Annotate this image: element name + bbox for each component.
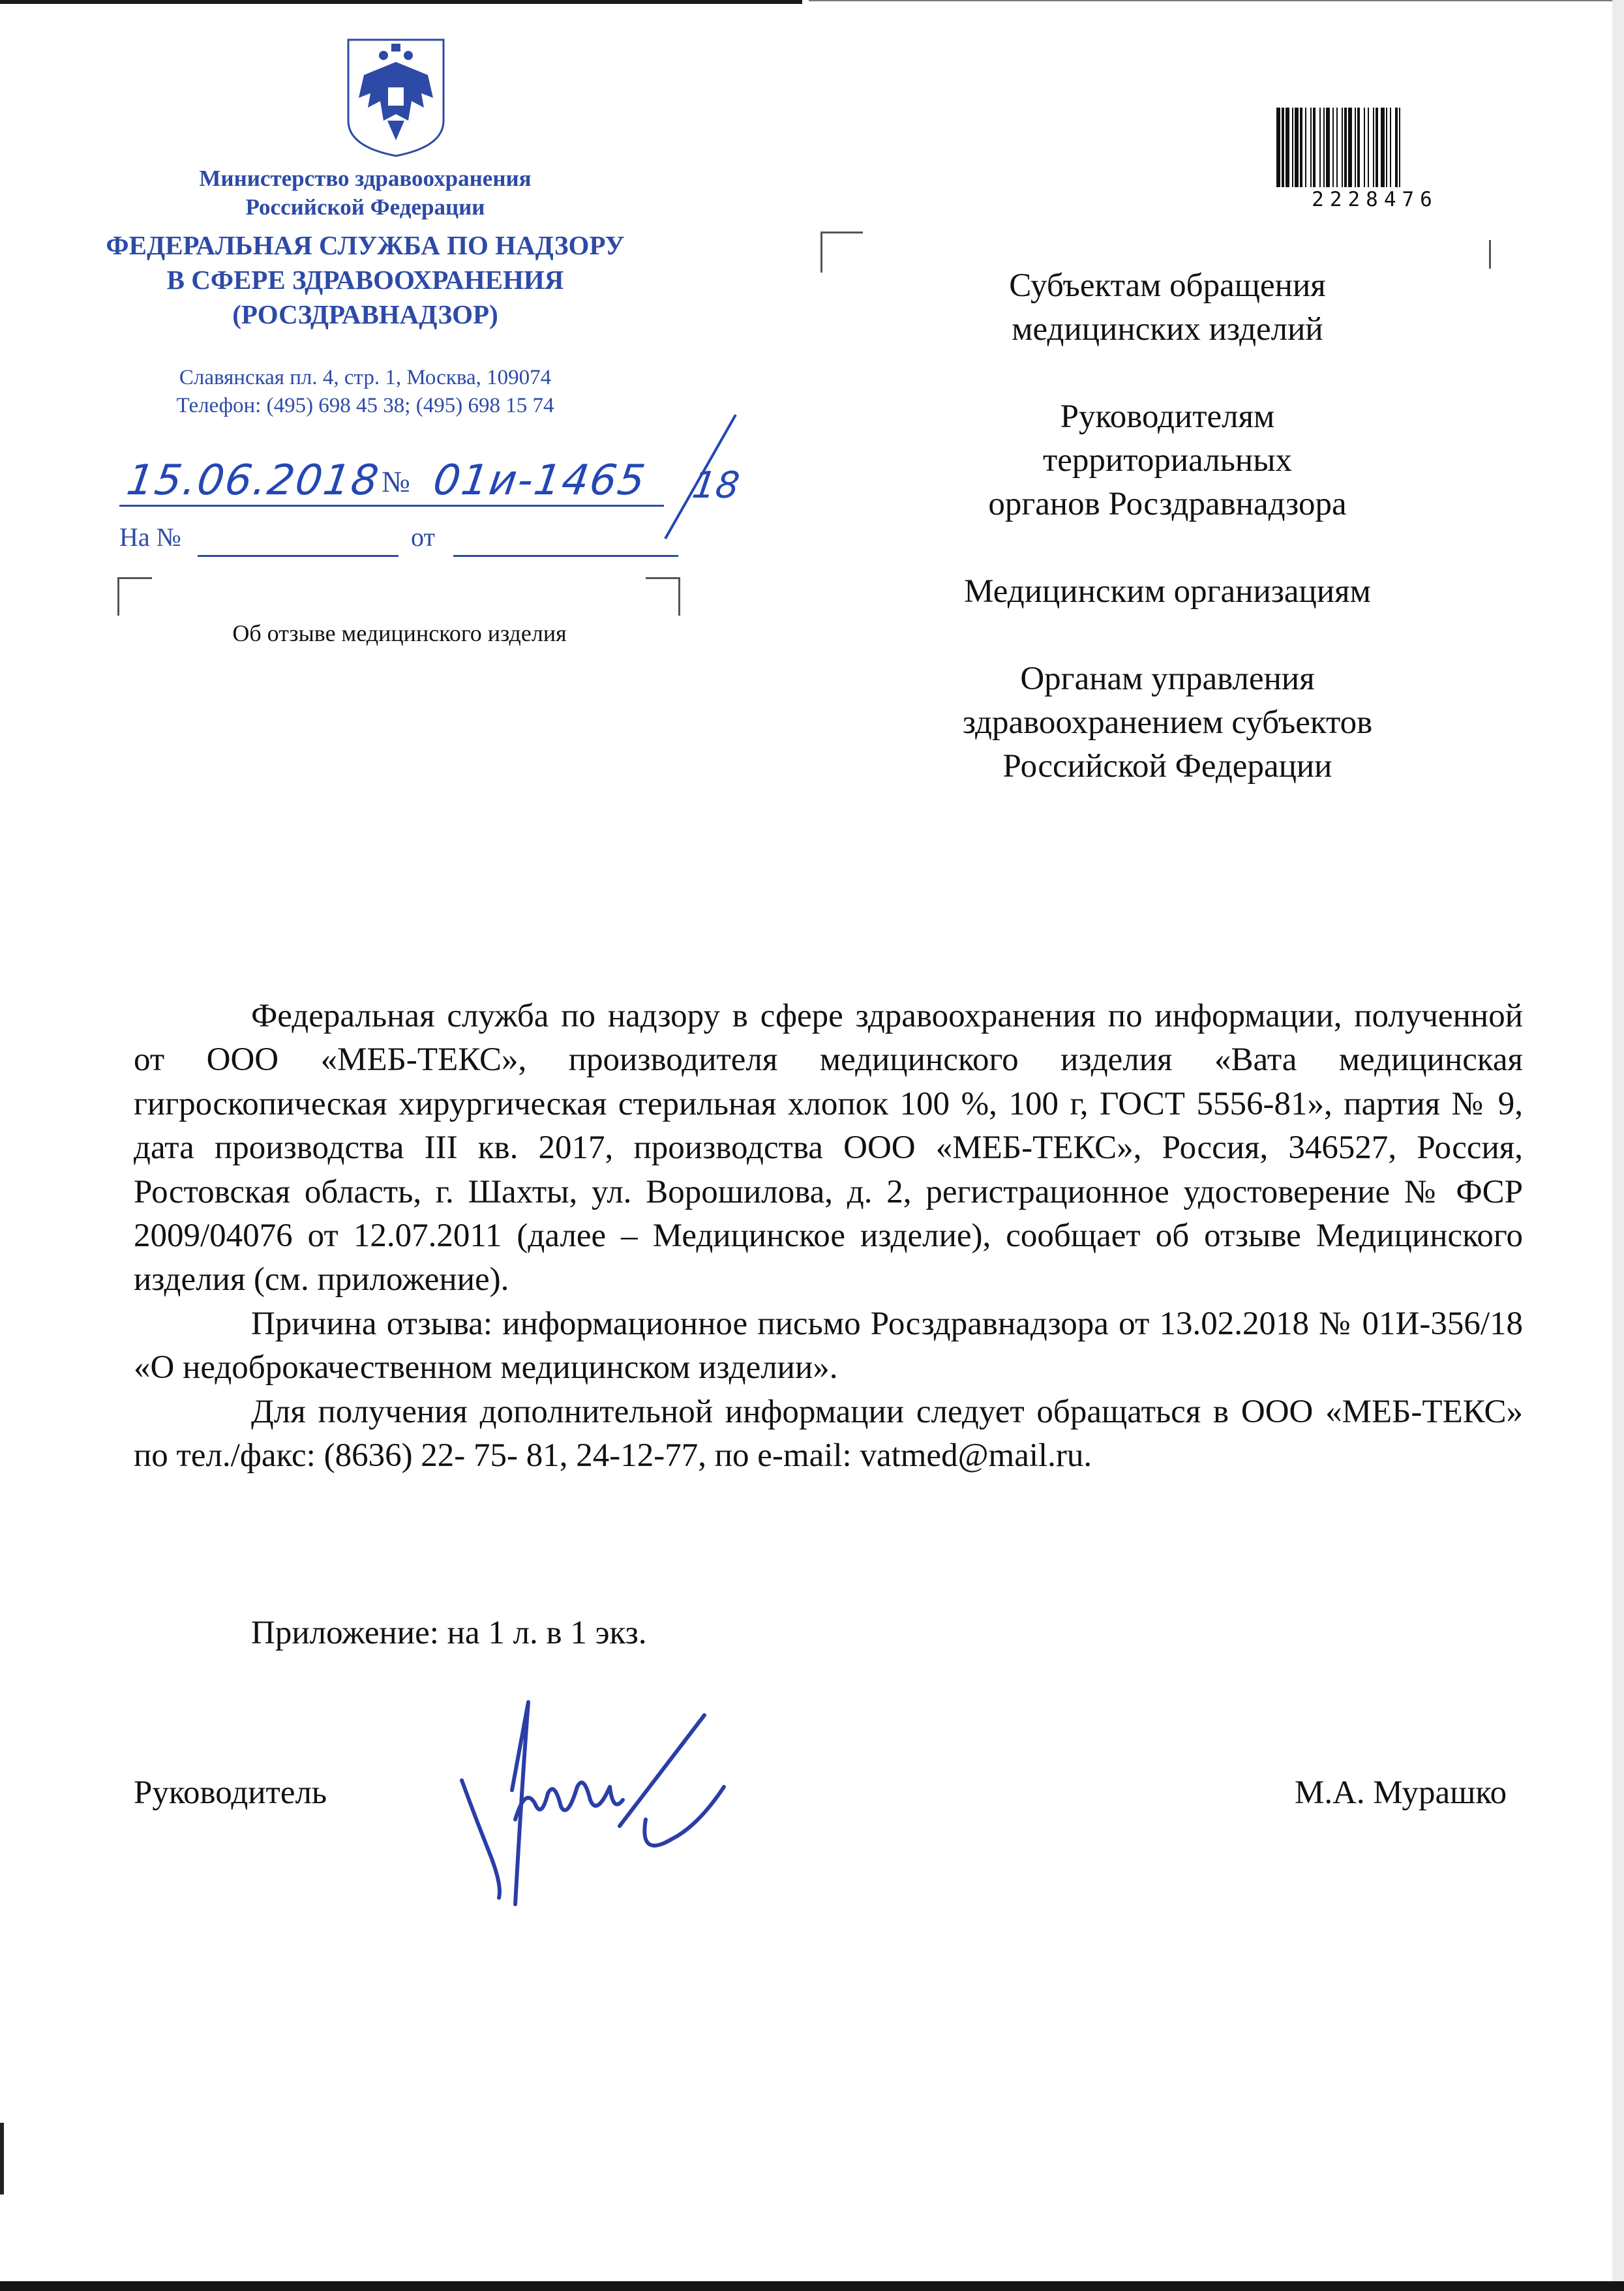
ministry-name bbox=[78, 164, 652, 222]
reply-to-date-line bbox=[453, 555, 678, 557]
registration-underline bbox=[119, 505, 664, 507]
scan-edge-bottom bbox=[0, 2281, 1624, 2291]
barcode-bar bbox=[1336, 108, 1338, 187]
barcode-bar bbox=[1355, 108, 1356, 187]
recipient-spacer bbox=[900, 614, 1435, 657]
ministry-line: Российской Федерации bbox=[245, 194, 485, 220]
registration-year: 18 bbox=[689, 464, 742, 507]
handwritten-signature-icon bbox=[450, 1689, 757, 1911]
barcode-bar bbox=[1310, 108, 1312, 187]
barcode-bar bbox=[1286, 108, 1289, 187]
scan-edge-mark bbox=[0, 2123, 4, 2194]
barcode-bar bbox=[1326, 108, 1330, 187]
scan-edge-right bbox=[1612, 0, 1624, 2291]
phone-line: Телефон: (495) 698 45 38; (495) 698 15 74 bbox=[176, 394, 554, 417]
address-bracket-left bbox=[820, 232, 863, 273]
barcode-bar bbox=[1323, 108, 1325, 187]
barcode-bar bbox=[1313, 108, 1316, 187]
service-line: В СФЕРЕ ЗДРАВООХРАНЕНИЯ bbox=[166, 265, 564, 295]
barcode-bar bbox=[1305, 108, 1306, 187]
barcode-bar bbox=[1376, 108, 1378, 187]
recipients-block bbox=[900, 264, 1435, 788]
letter-subject: Об отзыве медицинского изделия bbox=[232, 620, 567, 646]
service-line: (РОСЗДРАВНАДЗОР) bbox=[232, 299, 498, 329]
reply-to-number-line bbox=[198, 555, 398, 557]
body-paragraph: Для получения дополнительной информации следует обращаться в ООО «МЕБ-ТЕКС» по тел./факс: (8636) 22- 75- 81, 24-12-77, по e-mail: vatmed@mail.ru. bbox=[134, 1393, 1523, 1475]
recipient-line: здравоохранением субъектов bbox=[962, 704, 1373, 741]
signatory-title: Руководитель bbox=[134, 1774, 327, 1811]
barcode-bar bbox=[1300, 108, 1302, 187]
barcode-bar bbox=[1357, 108, 1360, 187]
registration-number: 01и-1465 bbox=[430, 457, 650, 505]
service-name bbox=[78, 228, 652, 332]
recipient-line: территориальных bbox=[1043, 442, 1292, 479]
barcode-bar bbox=[1276, 108, 1280, 187]
barcode-bar bbox=[1348, 108, 1352, 187]
barcode-bar bbox=[1344, 108, 1347, 187]
recipient-line: Руководителям bbox=[1060, 398, 1275, 435]
barcode-bar bbox=[1292, 108, 1293, 187]
bracket-top-right bbox=[646, 577, 680, 616]
barcode-bar bbox=[1386, 108, 1387, 187]
registration-date: 15.06.2018 bbox=[123, 457, 383, 505]
barcode-bar bbox=[1282, 108, 1284, 187]
body-paragraph: Причина отзыва: информационное письмо Росздравнадзора от 13.02.2018 № 01И-356/18 «О недоброкачественном медицинском изделии». bbox=[134, 1305, 1523, 1386]
registration-number-label: № bbox=[382, 465, 410, 498]
recipient-line: органов Росздравнадзора bbox=[988, 486, 1347, 522]
body-paragraph: Федеральная служба по надзору в сфере здравоохранения по информации, полученной от ООО «МЕБ-ТЕКС», производителя медицинского изделия «Вата медицинская гигроскопическая хирургическая стерильная хлопок 100 %, 100 г, ГОСТ 5556-81», партия № 9, дата производства III кв. 2017, производства ООО «МЕБ-ТЕКС», Россия, 346527, Россия, Ростовская область, г. Шахты, ул. Ворошилова, д. 2, регистрационное удостоверение № ФСР 2009/04076 от 12.07.2011 (далее – Медицинское изделие), сообщает об отзыве Медицинского изделия (см. приложение). bbox=[134, 998, 1523, 1298]
barcode-bar bbox=[1395, 108, 1398, 187]
barcode-number: 2228476 bbox=[1312, 188, 1438, 211]
recipient-line: Российской Федерации bbox=[1002, 748, 1332, 785]
barcode-bar bbox=[1399, 108, 1400, 187]
scan-edge-top bbox=[0, 0, 802, 4]
barcode-bar bbox=[1342, 108, 1343, 187]
barcode-bar bbox=[1295, 108, 1299, 187]
service-line: ФЕДЕРАЛЬНАЯ СЛУЖБА ПО НАДЗОРУ bbox=[106, 230, 625, 260]
service-address bbox=[78, 364, 652, 420]
barcode-bar bbox=[1390, 108, 1391, 187]
scan-edge-top-right bbox=[809, 0, 1624, 1]
reply-to-date-label: от bbox=[411, 522, 435, 552]
barcode-bar bbox=[1319, 108, 1321, 187]
barcode-icon bbox=[1275, 108, 1475, 187]
signatory-name: М.А. Мурашко bbox=[1295, 1774, 1507, 1811]
bracket-top-left bbox=[117, 577, 152, 616]
barcode-bar bbox=[1368, 108, 1369, 187]
barcode-bar bbox=[1373, 108, 1374, 187]
recipient-line: Медицинским организациям bbox=[964, 573, 1371, 610]
address-bracket-right bbox=[1489, 240, 1491, 269]
letter-body bbox=[134, 995, 1523, 1478]
coat-of-arms-icon bbox=[344, 36, 447, 158]
address-line: Славянская пл. 4, стр. 1, Москва, 109074 bbox=[179, 366, 552, 389]
recipient-line: Органам управления bbox=[1020, 661, 1315, 697]
recipient-spacer bbox=[900, 352, 1435, 395]
recipient-line: медицинских изделий bbox=[1012, 311, 1323, 348]
barcode-bar bbox=[1332, 108, 1334, 187]
attachment-note: Приложение: на 1 л. в 1 экз. bbox=[251, 1615, 647, 1651]
recipient-spacer bbox=[900, 526, 1435, 570]
ministry-line: Министерство здравоохранения bbox=[199, 166, 532, 191]
barcode-bar bbox=[1364, 108, 1365, 187]
reply-to-label: На № bbox=[119, 522, 181, 552]
barcode-bar bbox=[1381, 108, 1385, 187]
recipient-line: Субъектам обращения bbox=[1009, 267, 1326, 304]
